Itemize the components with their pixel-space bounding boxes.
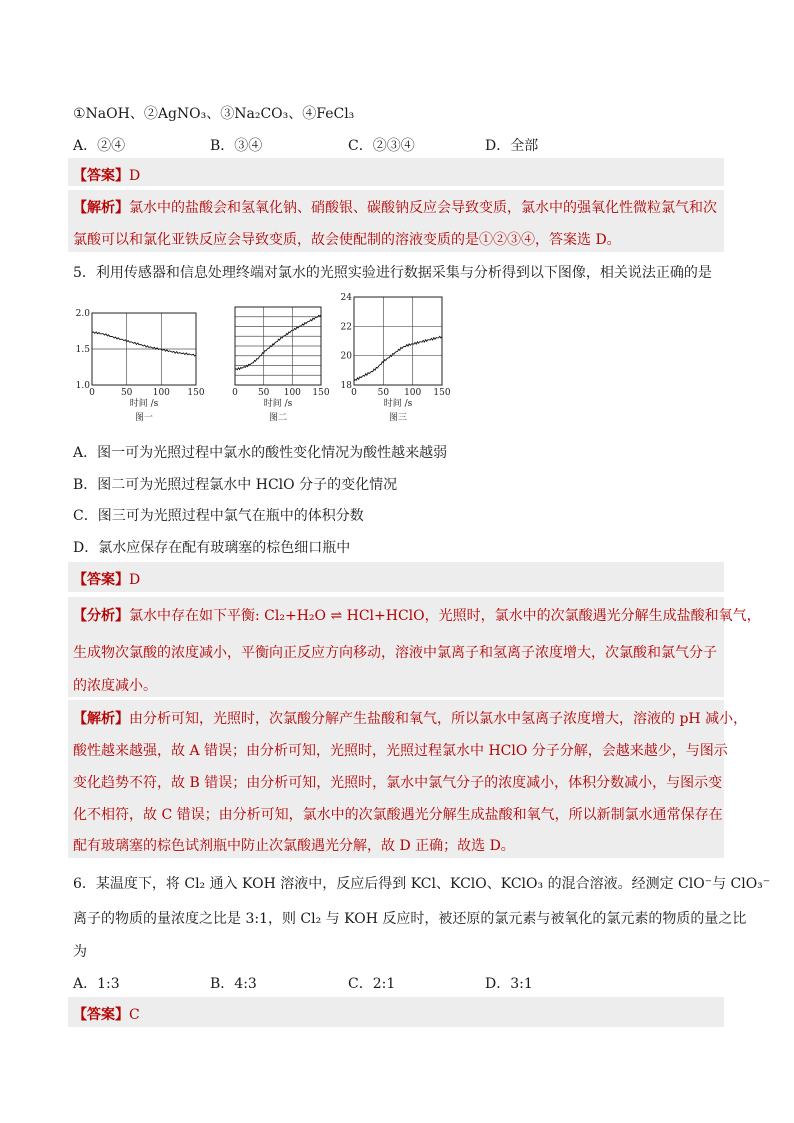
q5-jiexi-line5: 配有玻璃塞的棕色试剂瓶中防止次氯酸遇光分解，故 D 正确；故选 D。 bbox=[73, 838, 515, 854]
chart-figure-2 bbox=[213, 295, 339, 429]
x-tick-label: 150 bbox=[312, 388, 330, 398]
q5-fenxi-line1: 【分析】氯水中存在如下平衡: Cl₂+H₂O ⇌ HCl+HClO，光照时，氯水中的次氯酸遇光分解生成盐酸和氧气， bbox=[73, 608, 761, 624]
x-axis-label: 时间 /s bbox=[263, 399, 293, 409]
q5-option-b[interactable]: B．图二可为光照过程氯水中 HClO 分子的变化情况 bbox=[73, 477, 398, 493]
q4-analysis-line1: 【解析】氯水中的盐酸会和氢氧化钠、硝酸银、碳酸钠反应会导致变质，氯水中的强氧化性微粒氯气和次 bbox=[73, 200, 717, 216]
x-tick-label: 0 bbox=[351, 388, 357, 398]
chart-3-svg bbox=[336, 290, 466, 429]
q5-option-a[interactable]: A．图一可为光照过程中氯水的酸性变化情况为酸性越来越弱 bbox=[73, 445, 448, 461]
q5-answer: 【答案】D bbox=[73, 572, 141, 588]
q6-answer-box bbox=[68, 997, 724, 1027]
chart-figure-3 bbox=[336, 290, 466, 429]
chart-caption: 图三 bbox=[388, 413, 408, 423]
y-tick-label: 22 bbox=[340, 322, 352, 333]
q4-option-d[interactable]: D．全部 bbox=[485, 138, 539, 154]
q4-option-c[interactable]: C．②③④ bbox=[348, 138, 415, 154]
plot-frame bbox=[354, 297, 442, 385]
chart-caption: 图二 bbox=[268, 413, 288, 423]
y-tick-label: 1.0 bbox=[75, 381, 90, 391]
q5-jiexi-line3: 变化趋势不符，故 B 错误；由分析可知，光照时，氯水中氯气分子的浓度减小，体积分数减小，与图示变 bbox=[73, 775, 723, 791]
question-5-stem: 5．利用传感器和信息处理终端对氯水的光照实验进行数据采集与分析得到以下图像，相关说法正确的是 bbox=[73, 265, 712, 281]
y-tick-label: 18 bbox=[340, 381, 352, 391]
x-tick-label: 50 bbox=[257, 388, 270, 398]
x-tick-label: 100 bbox=[404, 388, 422, 398]
q5-option-d[interactable]: D．氯水应保存在配有玻璃塞的棕色细口瓶中 bbox=[73, 540, 351, 556]
q5-fenxi-line2: 生成物次氯酸的浓度减小，平衡向正反应方向移动，溶液中氯离子和氢离子浓度增大，次氯酸和氯气分子 bbox=[73, 645, 717, 661]
x-tick-label: 0 bbox=[232, 388, 238, 398]
q6-option-b[interactable]: B．4:3 bbox=[210, 976, 257, 992]
y-tick-label: 2.0 bbox=[75, 309, 90, 319]
question-4-items: ①NaOH、②AgNO₃、③Na₂CO₃、④FeCl₃ bbox=[73, 106, 355, 122]
x-tick-label: 100 bbox=[283, 388, 301, 398]
data-series-line bbox=[235, 315, 321, 370]
x-tick-label: 100 bbox=[152, 388, 170, 398]
x-tick-label: 50 bbox=[377, 388, 390, 398]
q5-option-c[interactable]: C．图三可为光照过程中氯气在瓶中的体积分数 bbox=[73, 508, 364, 524]
q4-analysis-line2: 氯酸可以和氯化亚铁反应会导致变质，故会使配制的溶液变质的是①②③④，答案选 D。 bbox=[73, 232, 621, 248]
question-6-stem-line1: 6．某温度下，将 Cl₂ 通入 KOH 溶液中，反应后得到 KCl、KClO、KClO₃ 的混合溶液。经测定 ClO⁻与 ClO₃⁻ bbox=[73, 876, 771, 892]
q6-answer: 【答案】C bbox=[73, 1007, 140, 1023]
q5-jiexi-line2: 酸性越来越强，故 A 错误；由分析可知，光照时，光照过程氯水中 HClO 分子分解，会越来越少，与图示 bbox=[73, 743, 728, 759]
q4-option-b[interactable]: B．③④ bbox=[210, 138, 263, 154]
q4-option-a[interactable]: A．②④ bbox=[73, 138, 126, 154]
q6-option-a[interactable]: A．1:3 bbox=[73, 976, 120, 992]
q6-option-d[interactable]: D．3:1 bbox=[485, 976, 533, 992]
q5-jiexi-line4: 化不相符，故 C 错误；由分析可知，氯水中的次氯酸遇光分解生成盐酸和氧气，所以新制氯水通常保存在 bbox=[73, 807, 723, 823]
x-axis-label: 时间 /s bbox=[129, 399, 159, 409]
y-tick-label: 20 bbox=[340, 351, 352, 362]
x-tick-label: 150 bbox=[433, 388, 451, 398]
y-tick-label: 1.5 bbox=[75, 345, 90, 355]
question-6-stem-line3: 为 bbox=[73, 944, 87, 960]
data-series-line bbox=[354, 336, 442, 380]
y-tick-label: 24 bbox=[340, 293, 352, 303]
q5-answer-box bbox=[68, 562, 724, 592]
q6-option-c[interactable]: C．2:1 bbox=[348, 976, 396, 992]
x-tick-label: 150 bbox=[187, 388, 205, 398]
chart-2-svg bbox=[213, 295, 339, 429]
q4-answer-box bbox=[68, 158, 724, 186]
x-tick-label: 50 bbox=[120, 388, 133, 398]
x-tick-label: 0 bbox=[89, 388, 95, 398]
chart-figure-1 bbox=[72, 295, 210, 429]
question-6-stem-line2: 离子的物质的量浓度之比是 3:1，则 Cl₂ 与 KOH 反应时，被还原的氯元素与被氧化的氯元素的物质的量之比 bbox=[73, 911, 747, 927]
data-series-line bbox=[92, 332, 196, 356]
q5-jiexi-line1: 【解析】由分析可知，光照时，次氯酸分解产生盐酸和氧气，所以氯水中氢离子浓度增大，溶液的 pH 减小， bbox=[73, 711, 748, 727]
chart-caption: 图一 bbox=[134, 413, 154, 423]
q4-answer: 【答案】D bbox=[73, 168, 141, 184]
q5-fenxi-line3: 的浓度减小。 bbox=[73, 678, 157, 694]
x-axis-label: 时间 /s bbox=[383, 399, 413, 409]
chart-1-svg bbox=[72, 295, 210, 429]
